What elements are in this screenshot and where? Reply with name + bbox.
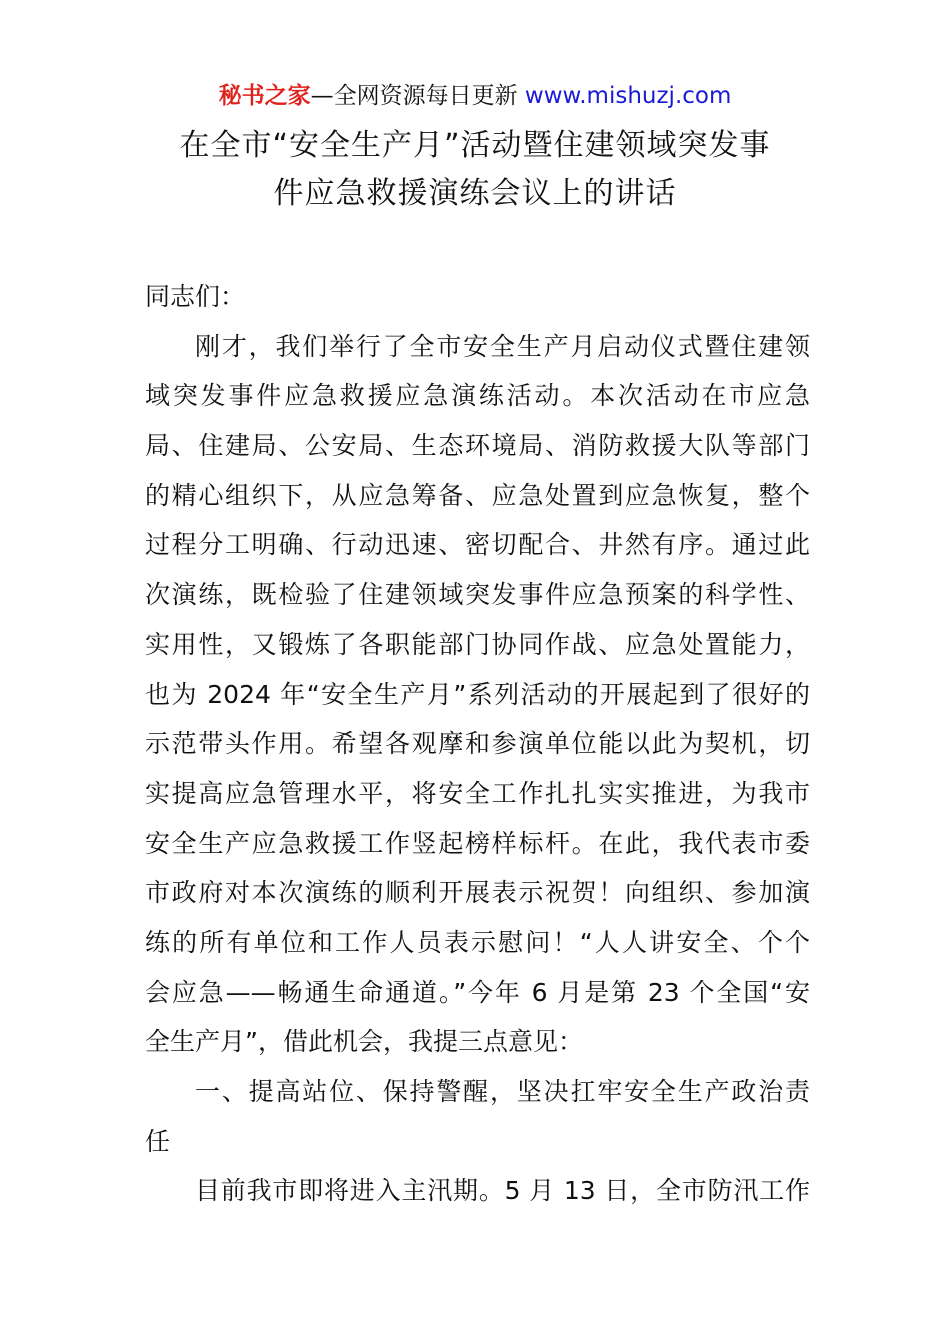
site-brand: 秘书之家 (218, 83, 311, 109)
document-body (145, 272, 810, 1216)
site-url-link[interactable]: www.mishuzj.com (524, 83, 732, 109)
body-line: 实用性，又锻炼了各职能部门协同作战、应急处置能力， (145, 629, 810, 659)
body-line: 会应急——畅通生命通道。”今年 6 月是第 23 个全国“安 (145, 977, 810, 1007)
document-title (100, 122, 850, 218)
section-heading-line: 任 (145, 1126, 171, 1156)
body-line: 实提高应急管理水平，将安全工作扎扎实实推进，为我市 (145, 778, 810, 808)
site-header (0, 80, 950, 112)
section-heading-line: 一、提高站位、保持警醒，坚决扛牢安全生产政治责 (195, 1077, 810, 1106)
body-line: 的精心组织下，从应急筹备、应急处置到应急恢复，整个 (145, 480, 810, 510)
body-line: 过程分工明确、行动迅速、密切配合、井然有序。通过此 (145, 530, 810, 560)
body-line: 安全生产应急救援工作竖起榜样标杆。在此，我代表市委 (145, 828, 810, 858)
site-tagline: —全网资源每日更新 (310, 83, 525, 109)
title-line: 在全市“安全生产月”活动暨住建领域突发事 (179, 128, 771, 163)
title-line: 件应急救援演练会议上的讲话 (273, 176, 677, 211)
body-line: 局、住建局、公安局、生态环境局、消防救援大队等部门 (145, 431, 810, 461)
body-line: 示范带头作用。希望各观摩和参演单位能以此为契机，切 (145, 729, 810, 759)
body-line: 练的所有单位和工作人员表示慰问！“人人讲安全、个个 (145, 927, 810, 957)
body-line: 次演练，既检验了住建领域突发事件应急预案的科学性、 (145, 580, 810, 610)
body-line: 也为 2024 年“安全生产月”系列活动的开展起到了很好的 (145, 679, 810, 709)
body-line: 目前我市即将进入主汛期。5 月 13 日，全市防汛工作 (195, 1176, 810, 1206)
body-line: 刚才，我们举行了全市安全生产月启动仪式暨住建领 (195, 331, 810, 361)
salutation: 同志们： (145, 282, 246, 311)
body-line: 市政府对本次演练的顺利开展表示祝贺！向组织、参加演 (145, 878, 810, 908)
body-line: 全生产月”，借此机会，我提三点意见： (145, 1027, 583, 1057)
body-line: 域突发事件应急救援应急演练活动。本次活动在市应急 (145, 381, 810, 411)
